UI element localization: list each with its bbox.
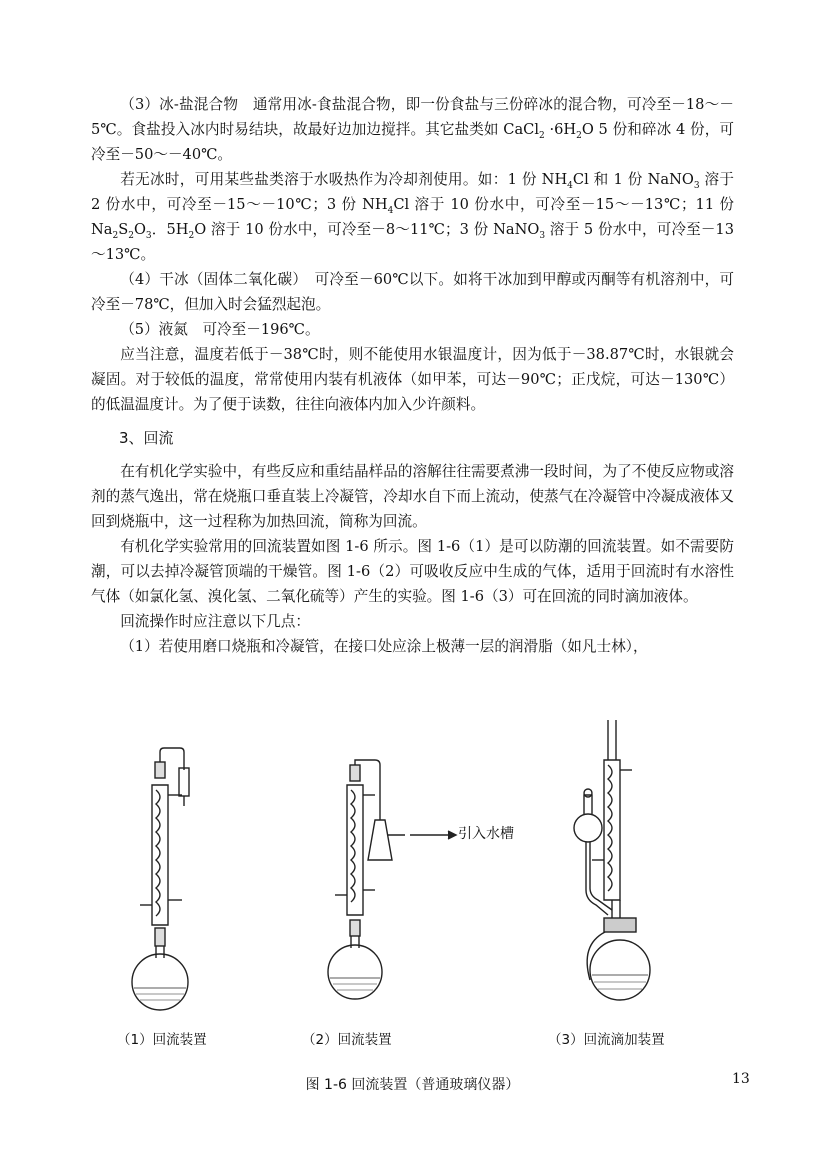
caption-apparatus-1: （1）回流装置 [117, 1032, 207, 1048]
subscript: 2 [128, 230, 134, 241]
text-run: 若无冰时，可用某些盐类溶于水吸热作为冷却剂使用。如：1 份 NH [120, 171, 568, 188]
text-run: Cl 和 1 份 NaNO [572, 171, 694, 188]
subscript: 3 [539, 230, 546, 241]
apparatus-3-illustration [574, 720, 650, 1000]
text-run: Cl 溶于 10 份水中，可冷至－15～－13℃；11 份 Na [91, 196, 735, 238]
caption-apparatus-3: （3）回流滴加装置 [548, 1032, 665, 1048]
paragraph-note-1: （1）若使用磨口烧瓶和冷凝管，在接口处应涂上极薄一层的润滑脂（如凡士林）， [120, 638, 648, 655]
subscript: 4 [387, 205, 394, 216]
subscript: 2 [539, 130, 545, 141]
paragraph-liquid-nitrogen: （5）液氮 可冷至－196℃。 [120, 321, 320, 338]
text-run: （3）冰-盐混合物 通常用冰-食盐混合物，即一份食盐与三份碎冰的混合物，可冷至－18～－5℃。食盐投入冰内时易结块，故最好边加边搅拌。其它盐类如 CaCl [91, 96, 734, 138]
section-heading: 3、回流 [119, 429, 174, 447]
figure-title: 图 1-6 回流装置（普通玻璃仪器） [305, 1077, 520, 1093]
text-run: ·6H [544, 121, 577, 138]
text-run: O [133, 221, 146, 238]
paragraph-thermometer-note: 应当注意，温度若低于－38℃时，则不能使用水银温度计，因为低于－38.87℃时，水银就会凝固。对于较低的温度，常常使用内装有机液体（如甲苯，可达－90℃；正戊烷，可达－130℃）的低温温度计。为了便于读数，往往向液体内加入少许颜料。 [91, 346, 734, 413]
subscript: 2 [112, 230, 119, 241]
paragraph-reflux-devices: 有机化学实验常用的回流装置如图 1-6 所示。图 1-6（1）是可以防潮的回流装置。如不需要防潮，可以去掉冷凝管顶端的干燥管。图 1-6（2）可吸收反应中生成的气体，适用于回流时有水溶性气体（如氯化氢、溴化氢、二氧化硫等）产生的实验。图 1-6（3）可在回流的同时滴加液体。 [91, 538, 734, 605]
subscript: 2 [576, 130, 582, 141]
paragraph-reflux-intro: 在有机化学实验中，有些反应和重结晶样品的溶解往往需要煮沸一段时间，为了不使反应物或溶剂的蒸气逸出，常在烧瓶口垂直装上冷凝管，冷却水自下而上流动，使蒸气在冷凝管中冷凝成液体又回到烧瓶中，这一过程称为加热回流，简称为回流。 [91, 463, 734, 530]
apparatus-1-illustration [132, 748, 189, 1010]
subscript: 3 [145, 230, 152, 241]
subscript: 2 [188, 230, 195, 241]
text-run: 溶于 2 份水中，可冷至－15～－10℃；3 份 NH [91, 171, 734, 213]
paragraph-dry-ice: （4）干冰（固体二氧化碳） 可冷至－60℃以下。如将干冰加到甲醇或丙酮等有机溶剂中，可冷至－78℃，但加入时会猛烈起泡。 [91, 271, 734, 313]
subscript: 4 [567, 180, 573, 191]
paragraph-notes-intro: 回流操作时应注意以下几点： [120, 613, 310, 630]
text-run: O 溶于 10 份水中，可冷至－8～11℃；3 份 NaNO [194, 221, 540, 238]
text-run: O 5 份和碎冰 4 份，可冷至－50～－40℃。 [91, 121, 735, 163]
caption-apparatus-2: （2）回流装置 [302, 1032, 392, 1048]
text-run: 溶于 5 份水中，可冷至－13～13℃。 [91, 221, 735, 263]
apparatus-2-illustration [328, 760, 456, 999]
text-run: S [118, 221, 129, 238]
subscript: 3 [693, 180, 700, 191]
page-number: 13 [732, 1071, 750, 1087]
text-run: ．5H [151, 221, 189, 238]
water-outlet-label: 引入水槽 [458, 826, 514, 842]
